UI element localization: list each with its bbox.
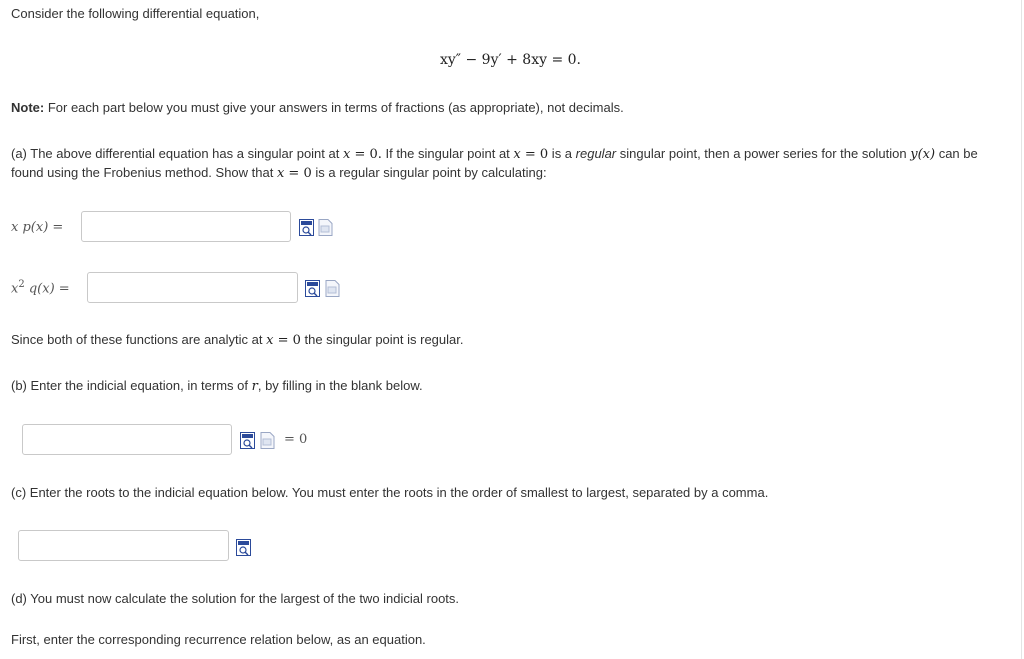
equation-editor-icon[interactable] [240, 432, 255, 449]
equals-zero: = 0 [284, 432, 308, 447]
indicial-roots-input[interactable] [18, 530, 229, 561]
equation-editor-icon[interactable] [236, 539, 251, 556]
part-a-line2 [11, 165, 547, 182]
main-equation: xy″ − 9y′ + 8xy = 0. [440, 52, 581, 68]
part-a-text: is a [548, 146, 576, 161]
part-b-text-pre: (b) Enter the indicial equation, in terms of [11, 378, 252, 393]
part-a-text: If the singular point at [381, 146, 514, 161]
math-eq: = 0 [520, 147, 549, 162]
math-x: x [342, 147, 351, 162]
x2q-input[interactable] [87, 272, 298, 303]
math-r: r [251, 379, 258, 394]
since-text-pre: Since both of these functions are analytic at [11, 332, 267, 347]
intro-text: Consider the following differential equation, [11, 6, 260, 21]
part-a-text: found using the Frobenius method. Show that [11, 165, 277, 180]
math-sup: 2 [18, 279, 25, 290]
math-eq: = 0 [273, 333, 301, 348]
since-text [11, 332, 464, 349]
note [11, 100, 624, 116]
math-eq: = 0 [284, 166, 312, 181]
math-x: x [276, 166, 285, 181]
preview-icon[interactable] [318, 219, 333, 236]
page-edge [1021, 0, 1022, 659]
part-a-text: is a regular singular point by calculating: [311, 165, 547, 180]
regular-word: regular [575, 146, 617, 161]
recurrence-text: First, enter the corresponding recurrence relation below, as an equation. [11, 632, 426, 647]
math-x: x [513, 147, 521, 162]
math-x: x [266, 333, 274, 348]
xp-label: x p(x) = [11, 220, 64, 235]
note-label: Note: [11, 100, 45, 115]
part-b-text [11, 378, 423, 395]
math-eq: = 0. [350, 147, 382, 162]
part-a-text: singular point, then a power series for the solution [616, 146, 911, 161]
note-text: For each part below you must give your answers in terms of fractions (as appropriate), not decimals. [44, 100, 624, 115]
x2q-label [11, 279, 70, 296]
part-d-text: (d) You must now calculate the solution for the largest of the two indicial roots. [11, 591, 460, 606]
equation-editor-icon[interactable] [299, 219, 314, 236]
math-qx: q(x) = [24, 281, 70, 297]
math-yx: y(x) [910, 147, 936, 162]
xp-input[interactable] [81, 211, 291, 242]
preview-icon[interactable] [325, 280, 340, 297]
preview-icon[interactable] [260, 432, 275, 449]
part-a-text: can be [935, 146, 978, 161]
part-b-text-post: , by filling in the blank below. [257, 378, 423, 393]
part-c-text: (c) Enter the roots to the indicial equation below. You must enter the roots in the order of smallest to largest, separated by a comma. [11, 485, 769, 500]
since-text-post: the singular point is regular. [300, 332, 464, 347]
equation-editor-icon[interactable] [305, 280, 320, 297]
part-a-text: (a) The above differential equation has a singular point at [11, 146, 343, 161]
part-a-line1 [11, 146, 978, 163]
indicial-equation-input[interactable] [22, 424, 232, 455]
math-x: x [11, 281, 19, 297]
